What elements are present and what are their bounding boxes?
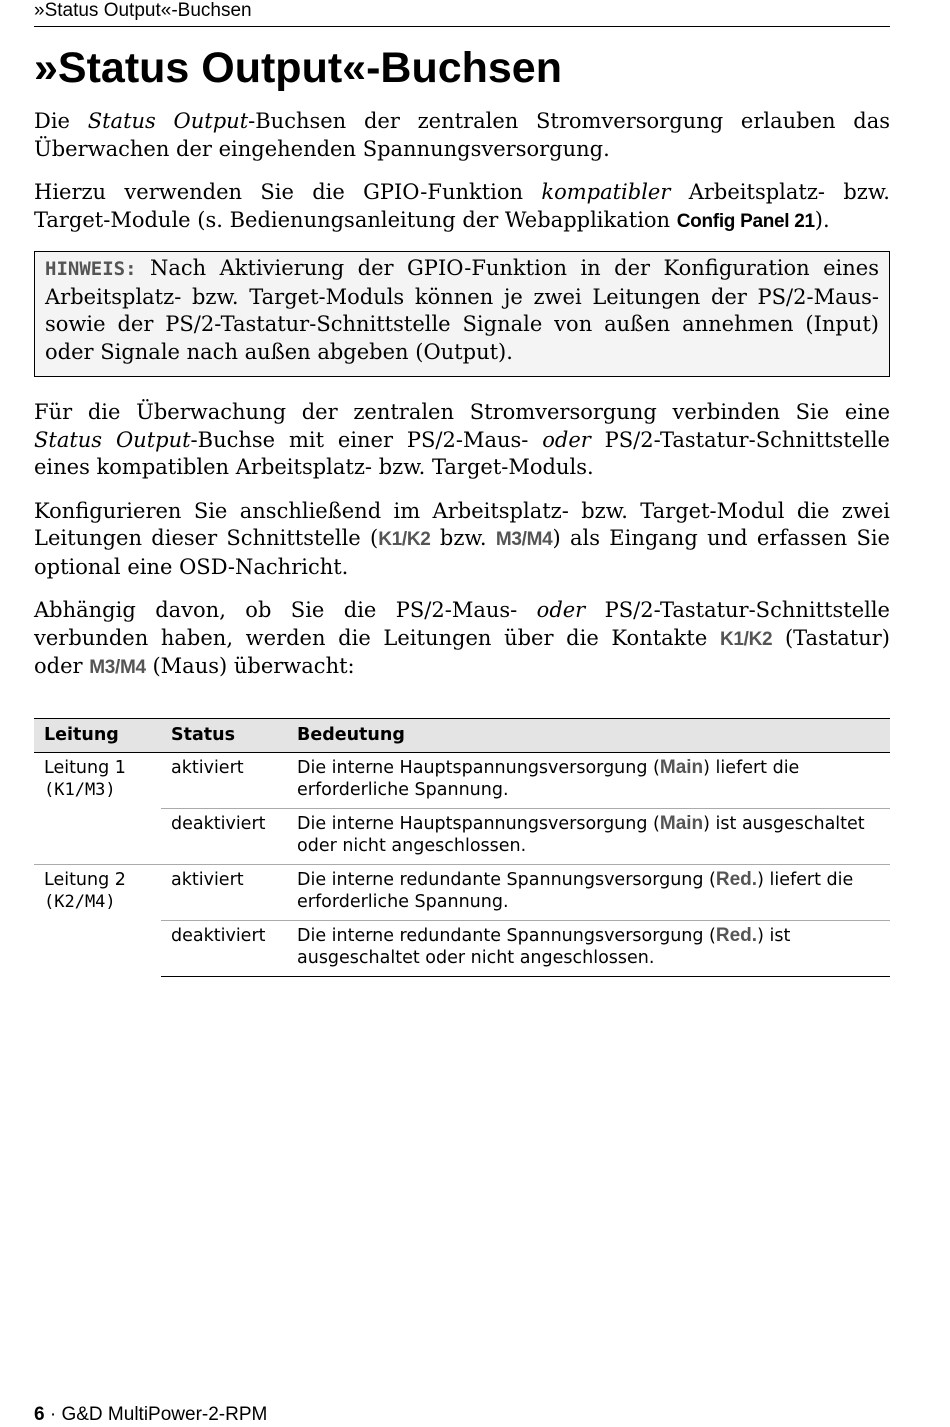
ui-label-k1k2: K1/K2 [378, 529, 431, 550]
ui-label-main: Main [659, 812, 704, 834]
ui-label-m3m4: M3/M4 [495, 529, 553, 550]
ui-label-k1k2: K1/K2 [719, 628, 773, 650]
paragraph-intro: Die Status Output-Buchsen der zentralen Stromversorgung erlauben das Überwachen der eingehenden Spannungsversorgung. [34, 109, 890, 161]
paragraph-connect: Für die Überwachung der zentralen Stromversorgung verbinden Sie eine Status Output-Buchse mit einer PS/2-Maus- oder PS/2-Tastatur-Schnittstelle eines kompatiblen Arbeitsplatz- bzw. Target-Moduls. [34, 400, 890, 479]
ui-label-red: Red. [715, 868, 758, 890]
paragraph-configure: Konfigurieren Sie anschließend im Arbeitsplatz- bzw. Target-Modul die zwei Leitungen dieser Schnittstelle (K1/K2 bzw. M3/M4) als Eingang und erfassen Sie optional eine OSD-Nachricht. [34, 498, 890, 579]
table-row [34, 752, 890, 808]
note-label: HINWEIS: [45, 258, 137, 280]
ui-label-red: Red. [715, 924, 758, 946]
page-number: 6 [34, 1404, 45, 1425]
ui-label-m3m4: M3/M4 [89, 657, 146, 678]
table-row [34, 864, 890, 920]
paragraph-monitoring: Abhängig davon, ob Sie die PS/2-Maus- oder PS/2-Tastatur-Schnittstelle verbunden haben, werden die Leitungen über die Kontakte K1/K2 (Tastatur) oder M3/M4 (Maus) überwacht: [34, 598, 891, 678]
table-header-row [34, 718, 890, 752]
table-row [34, 920, 890, 976]
status-cell: deaktiviert [161, 920, 287, 976]
page-title: »Status Output«-Buchsen [34, 44, 562, 92]
note-text: Nach Aktivierung der GPIO-Funktion in der Konfiguration eines Arbeitsplatz- bzw. Target-Moduls können je zwei Leitungen der PS/2-Maus- sowie der PS/2-Tastatur-Schnittstelle Signale von außen annehmen (Input) oder Signale nach außen abgeben (Output). [45, 256, 879, 364]
note-box [34, 251, 890, 377]
table-row [34, 808, 890, 864]
page-footer: 6 · G&D MultiPower-2-RPM [34, 1404, 268, 1425]
meaning-cell: Die interne redundante Spannungsversorgung (Red.) liefert die erforderliche Spannung. [287, 864, 890, 920]
meaning-cell: Die interne Hauptspannungsversorgung (Main) ist ausgeschaltet oder nicht angeschlossen. [287, 808, 890, 864]
main-content [34, 108, 890, 977]
status-cell: aktiviert [171, 757, 244, 778]
status-cell: aktiviert [161, 864, 287, 920]
column-header-bedeutung: Bedeutung [287, 718, 890, 752]
line-cell: Leitung 1 (K1/M3) [44, 757, 126, 800]
paragraph-gpio: Hierzu verwenden Sie die GPIO-Funktion kompatibler Arbeitsplatz- bzw. Target-Module (s. Bedienungsanleitung der Webapplikation Config Panel 21). [34, 180, 890, 232]
status-cell: deaktiviert [161, 808, 287, 864]
ui-label-main: Main [659, 756, 704, 778]
running-header: »Status Output«-Buchsen [34, 0, 890, 27]
line-cell: Leitung 2 (K2/M4) [34, 864, 161, 976]
column-header-leitung: Leitung [34, 718, 161, 752]
meaning-cell: Die interne redundante Spannungsversorgung (Red.) ist ausgeschaltet oder nicht angeschlossen. [287, 920, 890, 976]
column-header-status: Status [161, 718, 287, 752]
meaning-cell: Die interne Hauptspannungsversorgung (Main) liefert die erforderliche Spannung. [297, 756, 800, 800]
ui-label-config-panel: Config Panel 21 [676, 210, 815, 232]
product-name: G&D MultiPower-2-RPM [61, 1404, 268, 1425]
status-table [34, 718, 890, 977]
